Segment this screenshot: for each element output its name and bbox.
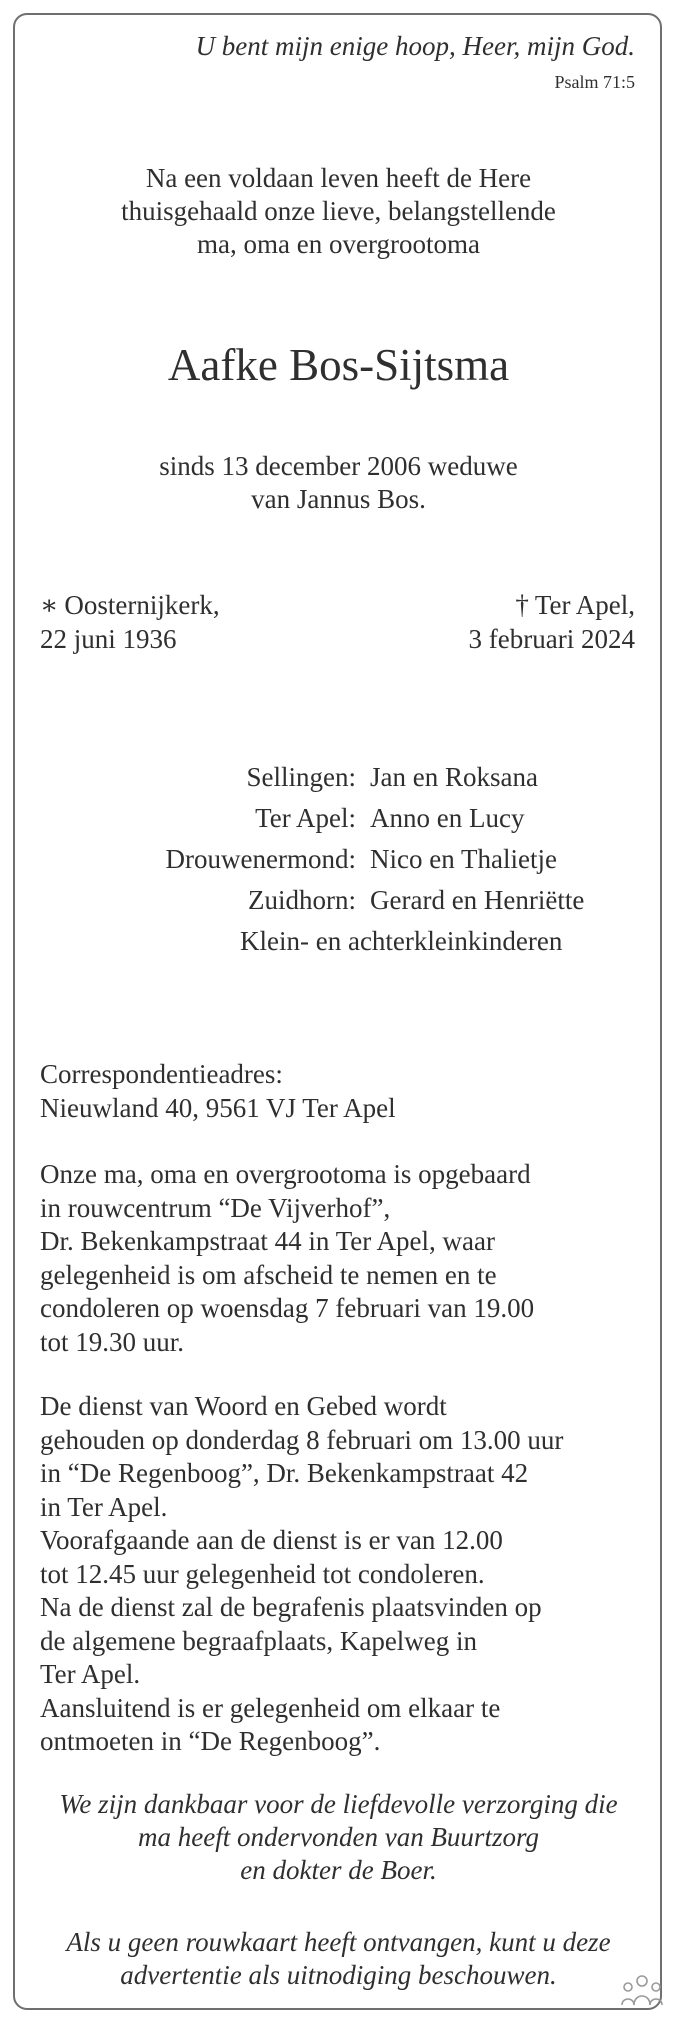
deceased-name: Aafke Bos-Sijtsma [167,340,510,390]
service-line: gehouden op donderdag 8 februari om 13.00 uur [40,1424,564,1455]
service-line: in Ter Apel. [40,1491,168,1522]
birth-date: 22 juni 1936 [40,624,177,654]
family-row [0,802,677,834]
intro-line-3: ma, oma en overgrootoma [197,229,480,259]
viewing-line: gelegenheid is om afscheid te nemen en te [40,1259,497,1290]
service-line: de algemene begraafplaats, Kapelweg in [40,1625,478,1656]
viewing-line: tot 19.30 uur. [40,1326,185,1357]
intro-line-2: thuisgehaald onze lieve, belangstellende [121,196,556,226]
viewing-line: condoleren op woensdag 7 februari van 19.00 [40,1293,535,1323]
family-place: Zuidhorn: [248,885,356,915]
service-line: De dienst van Woord en Gebed wordt [40,1391,447,1421]
family-names: Anno en Lucy [370,803,525,833]
family-row [0,761,677,793]
service-paragraph [40,1390,563,1759]
invitation-line-2: advertentie als uitnodiging beschouwen. [120,1960,557,1990]
viewing-paragraph [40,1158,534,1359]
family-row [0,884,677,916]
family-row [0,843,677,875]
viewing-line: in rouwcentrum “De Vijverhof”, [40,1192,391,1223]
motto-text: U bent mijn enige hoop, Heer, mijn God. [195,31,635,61]
viewing-line: Dr. Bekenkampstraat 44 in Ter Apel, waar [40,1226,495,1256]
motto-reference: Psalm 71:5 [554,72,635,92]
family-place: Drouwenermond: [165,844,356,874]
family-names: Nico en Thalietje [370,844,557,874]
death-place: Ter Apel, [534,590,635,620]
correspondence-address: Nieuwland 40, 9561 VJ Ter Apel [40,1092,396,1123]
widow-line-2: van Jannus Bos. [251,484,426,514]
thanks-line-3: en dokter de Boer. [240,1855,437,1885]
service-line: Ter Apel. [40,1659,141,1689]
thanks-line-2: ma heeft ondervonden van Buurtzorg [138,1822,539,1852]
correspondence-block [40,1058,396,1125]
service-line: ontmoeten in “De Regenboog”. [40,1726,381,1756]
birth-block [40,588,220,656]
grandchildren-line: Klein- en achterkleinkinderen [240,926,563,956]
death-cross-icon: † [515,590,529,620]
intro-line-1: Na een voldaan leven heeft de Here [145,163,532,193]
service-line: Voorafgaande aan de dienst is er van 12.00 [40,1525,503,1555]
viewing-line: Onze ma, oma en overgrootoma is opgebaard [40,1159,531,1189]
correspondence-label: Correspondentieadres: [40,1059,283,1089]
family-place: Ter Apel: [255,803,356,833]
family-names: Jan en Roksana [370,762,538,792]
people-group-icon [620,1972,664,2008]
service-line: Na de dienst zal de begrafenis plaatsvinden op [40,1592,542,1622]
birth-star-icon: ∗ [40,590,59,620]
family-names: Gerard en Henriëtte [370,885,585,915]
service-line: tot 12.45 uur gelegenheid tot condoleren. [40,1558,485,1589]
service-line: in “De Regenboog”, Dr. Bekenkampstraat 42 [40,1458,529,1488]
service-line: Aansluitend is er gelegenheid om elkaar te [40,1692,501,1723]
death-block [469,588,635,656]
birth-place: Oosternijkerk, [64,590,220,620]
widow-line-1: sinds 13 december 2006 weduwe [159,451,518,481]
family-place: Sellingen: [246,762,356,792]
death-date: 3 februari 2024 [468,624,635,654]
invitation-line-1: Als u geen rouwkaart heeft ontvangen, kunt u deze [66,1927,611,1957]
thanks-line-1: We zijn dankbaar voor de liefdevolle verzorging die [59,1789,618,1819]
